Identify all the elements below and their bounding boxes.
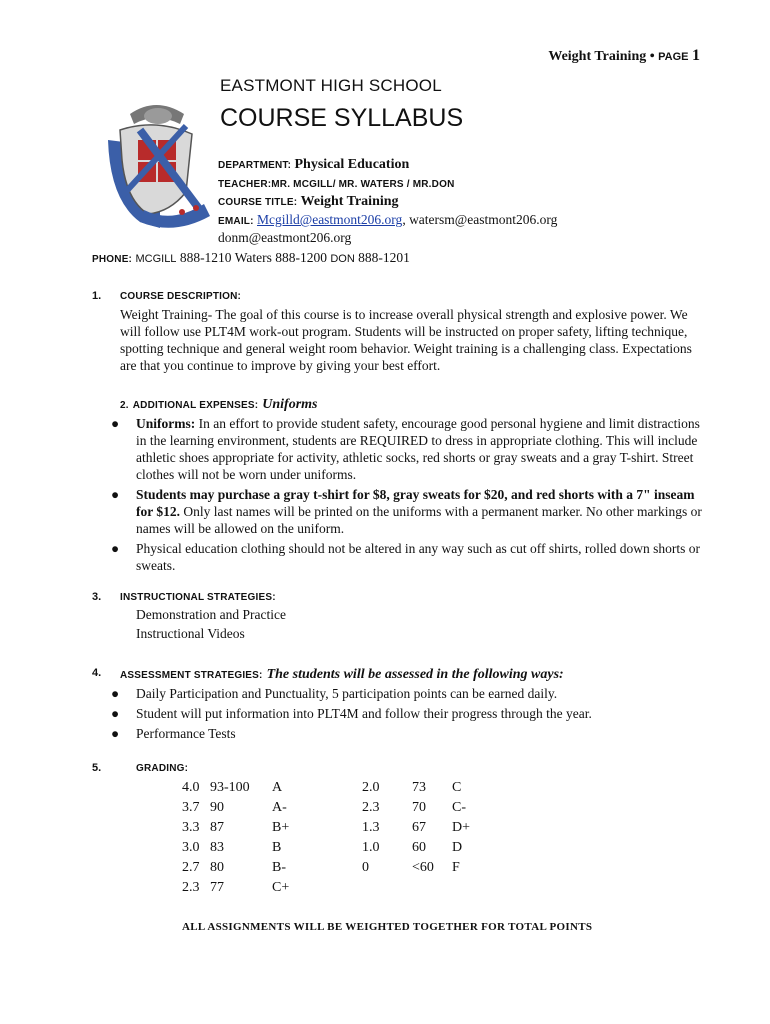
list-item: [108, 725, 708, 742]
list-item: Demonstration and Practice: [136, 607, 286, 622]
table-cell: C-: [452, 800, 466, 815]
section-5-heading: GRADING:: [136, 763, 189, 774]
department-label: DEPARTMENT:: [218, 160, 292, 171]
table-row: [182, 800, 492, 820]
section-3-heading: INSTRUCTIONAL STRATEGIES:: [120, 592, 276, 603]
table-row: [182, 820, 492, 840]
bullet-icon: ●: [111, 541, 120, 556]
department-line: [218, 156, 409, 173]
bullet-text: Only last names will be printed on the uniforms with a permanent marker. No other markings or names will be allowed on the uniform.: [136, 504, 702, 536]
table-cell: 67: [412, 820, 426, 835]
phone-name-mcgill: MCGILL: [135, 253, 177, 265]
course-title-label: COURSE TITLE:: [218, 197, 298, 208]
section-3-number: 3.: [92, 591, 102, 603]
table-cell: 3.7: [182, 800, 200, 815]
section-2-heading: ADDITIONAL EXPENSES:: [132, 400, 259, 411]
section-5-number: 5.: [92, 762, 102, 774]
table-cell: F: [452, 860, 460, 875]
bullet-lead: Students may purchase a gray t-shirt for $8, gray sweats for $20, and red shorts with a 7" inseam for $12.: [136, 487, 695, 519]
running-head-title: Weight Training: [548, 49, 647, 64]
table-cell: B: [272, 840, 282, 855]
bullet-text: Student will put information into PLT4M and follow their progress through the year.: [136, 706, 592, 721]
email-separator: ,: [402, 212, 406, 227]
teacher-label: TEACHER:: [218, 179, 272, 190]
teacher-line: [218, 175, 455, 191]
section-4-subtitle: The students will be assessed in the following ways:: [266, 667, 564, 682]
phone-mcgill: 888-1210: [179, 250, 232, 265]
document-title: COURSE SYLLABUS: [220, 104, 464, 132]
table-cell: 0: [362, 860, 369, 875]
table-cell: B+: [272, 820, 290, 835]
table-cell: 1.0: [362, 840, 380, 855]
bullet-lead: Uniforms:: [136, 416, 196, 431]
phone-name-don: DON: [330, 253, 355, 265]
section-2-subtitle: Uniforms: [262, 397, 318, 412]
list-item: [108, 540, 708, 574]
section-2-heading-line: [120, 395, 317, 413]
table-cell: D: [452, 840, 463, 855]
email-link-mcgill[interactable]: Mcgilld@eastmont206.org: [257, 212, 403, 227]
table-row: [182, 880, 492, 900]
section-1-number: 1.: [92, 290, 102, 302]
table-cell: 70: [412, 800, 426, 815]
uniform-bullet-list: [108, 415, 708, 577]
table-cell: <60: [412, 860, 434, 875]
table-cell: C+: [272, 880, 290, 895]
table-row: [182, 860, 492, 880]
table-cell: 60: [412, 840, 426, 855]
table-cell: 90: [210, 800, 224, 815]
table-cell: [362, 880, 412, 900]
instructional-strategies-list: [136, 605, 286, 643]
bullet-icon: ●: [111, 726, 120, 741]
page-number: 1: [692, 47, 700, 64]
table-cell: 3.3: [182, 820, 200, 835]
table-cell: 2.7: [182, 860, 200, 875]
bullet-icon: ●: [111, 487, 120, 502]
email-line-2: [218, 230, 351, 246]
list-item: [108, 705, 708, 722]
email-label: EMAIL:: [218, 216, 254, 227]
bullet-icon: ●: [111, 706, 120, 721]
list-item: [108, 415, 708, 483]
email-don: donm@eastmont206.org: [218, 230, 352, 245]
running-head-bullet: •: [649, 49, 655, 64]
email-line: [218, 212, 557, 228]
bullet-text: Performance Tests: [136, 726, 236, 741]
list-item: Instructional Videos: [136, 626, 245, 641]
table-cell: 73: [412, 780, 426, 795]
department-value: Physical Education: [294, 157, 410, 172]
footer-note: ALL ASSIGNMENTS WILL BE WEIGHTED TOGETHER FOR TOTAL POINTS: [182, 921, 593, 933]
table-cell: 93-100: [210, 780, 250, 795]
table-cell: 3.0: [182, 840, 200, 855]
phone-label: PHONE:: [92, 254, 133, 265]
table-cell: D+: [452, 820, 471, 835]
section-4-heading: ASSESSMENT STRATEGIES:: [120, 670, 263, 681]
table-cell: B-: [272, 860, 286, 875]
bullet-icon: ●: [111, 416, 120, 431]
bullet-text: Physical education clothing should not be altered in any way such as cut off shirts, rolled down shorts or sweats.: [136, 541, 701, 573]
phone-line: [92, 250, 410, 266]
section-2-number: 2.: [120, 400, 129, 411]
table-cell: 2.3: [182, 880, 200, 895]
table-cell: [412, 880, 452, 900]
course-description-text: Weight Training- The goal of this course is to increase overall physical strength and explosive power. We will follow use PLT4M work-out program. Students will be instructed on proper safety, lifting technique, spotting technique and general weight room behavior. Weight training is a challenging class. Expectations are that you continue to improve by giving your best effort.: [120, 307, 692, 373]
table-cell: 2.3: [362, 800, 380, 815]
table-row: [182, 840, 492, 860]
table-cell: 83: [210, 840, 224, 855]
phone-waters: Waters 888-1200: [234, 250, 327, 265]
grading-scale: [182, 780, 492, 900]
phone-don: 888-1201: [358, 250, 410, 265]
course-title-value: Weight Training: [300, 194, 399, 209]
grading-table: [182, 780, 492, 900]
table-cell: A: [272, 780, 283, 795]
table-cell: 80: [210, 860, 224, 875]
table-cell: [452, 880, 492, 900]
bullet-text: In an effort to provide student safety, encourage good personal hygiene and limit distractions in the learning environment, students are REQUIRED to dress in appropriate clothing. This will include athletic shoes appropriate for activity, athletic socks, red shorts or gray sweats and a gray T-shirt. Street clothes will not be worn under uniforms.: [136, 416, 700, 482]
school-crest: [100, 100, 212, 232]
table-row: [182, 780, 492, 800]
table-cell: 1.3: [362, 820, 380, 835]
table-cell: C: [452, 780, 462, 795]
table-cell: 77: [210, 880, 224, 895]
list-item: [108, 685, 708, 702]
table-cell: A-: [272, 800, 287, 815]
section-4-number: 4.: [92, 667, 102, 679]
page-label: PAGE: [658, 51, 689, 63]
list-item: [108, 486, 708, 537]
running-head: [548, 47, 700, 65]
course-title-line: [218, 193, 399, 210]
table-cell: 2.0: [362, 780, 380, 795]
table-cell: 4.0: [182, 780, 200, 795]
school-name: EASTMONT HIGH SCHOOL: [220, 76, 442, 95]
bullet-icon: ●: [111, 686, 120, 701]
email-waters: watersm@eastmont206.org: [409, 212, 558, 227]
section-1-heading: COURSE DESCRIPTION:: [120, 291, 242, 302]
crest-icon: [100, 100, 212, 232]
assessment-bullet-list: [108, 685, 708, 745]
section-4-heading-line: [120, 665, 564, 683]
bullet-text: Daily Participation and Punctuality, 5 participation points can be earned daily.: [136, 686, 558, 701]
teacher-value: MR. MCGILL/ MR. WATERS / MR.DON: [271, 179, 455, 190]
table-cell: 87: [210, 820, 224, 835]
